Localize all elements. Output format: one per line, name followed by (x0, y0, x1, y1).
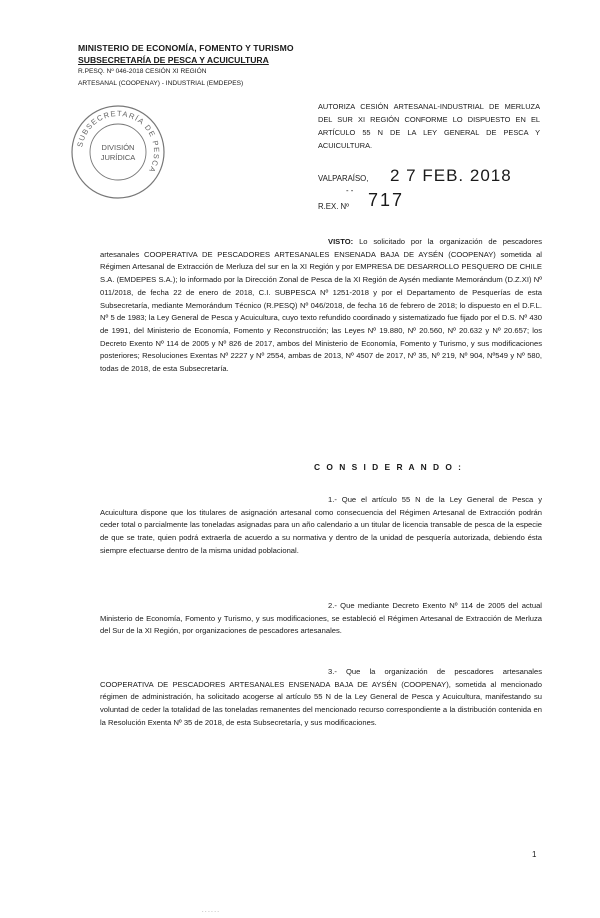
consideration-1: 1.- Que el artículo 55 N de la Ley General de Pesca y Acuicultura dispone que los titulares de asignación artesanal como consecuencia del Régimen Artesanal de Extracción podrán ceder total o parcialmente las toneladas asignadas para un año calendario a un titular de licencia transable de pesca de la especie de que se trate, quien podrá extraerla de acuerdo a su normativa y dentro de la unidad de pesquería autorizada, debiendo ésta siempre efectuarse dentro de la misma unidad poblacional. (100, 495, 542, 555)
visto-paragraph (100, 236, 542, 376)
place-label: VALPARAÍSO, (318, 174, 369, 183)
stamp-center-line-1: DIVISIÓN (101, 143, 135, 152)
ministry-name: MINISTERIO DE ECONOMÍA, FOMENTO Y TURISMO (78, 43, 294, 53)
stamp-ring-text: SUBSECRETARÍA DE PESCA (75, 108, 162, 175)
rex-number: 717 (368, 190, 405, 210)
page-number: 1 (532, 850, 537, 859)
resolution-date-stamp: 2 7 FEB. 2018 (390, 166, 512, 185)
reference-line-1: R.PESQ. Nº 046-2018 CESIÓN XI REGIÓN (78, 68, 207, 75)
visto-text: Lo solicitado por la organización de pescadores artesanales COOPERATIVA DE PESCADORES ARTESANALES ENSENADA BAJA DE AYSÉN (COOPENAY) sometida al Régimen Artesanal de Extracción de Merluza del sur en la XI Región y por EMPRESA DE DESARROLLO PESQUERO DE CHILE S.A. (EMDEPES S.A.); lo informado por la Dirección Zonal de Pesca de la XI Región de Aysén mediante Memorándum (D.Z.XI) Nº 011/2018, de fecha 22 de enero de 2018, C.I. SUBPESCA Nº 1251-2018 y por el Departamento de Pesquerías de esta Subsecretaría, mediante Memorándum Técnico (R.PESQ) Nº 046/2018, de fecha 16 de febrero de 2018; lo dispuesto en el D.F.L. Nº 5 de 1983; la Ley General de Pesca y Acuicultura, cuyo texto refundido coordinado y sistematizado fue fijado por el D.S. Nº 430 de 1991, del Ministerio de Economía, Fomento y Reconstrucción; las Leyes Nº 19.880, Nº 20.560, Nº 20.632 y Nº 20.657; los Decreto Exento Nº 114 de 2005 y Nº 826 de 2017, ambos del Ministerio de Economía, Fomento y Turismo, y sus modificaciones posteriores; Resoluciones Exentas Nº 2227 y Nº 2554, ambas de 2013, Nº 4507 de 2017, Nº 35, Nº 219, Nº 904, Nº549 y Nº 580, todas de 2018, de esta Subsecretaría. (100, 237, 542, 374)
stamp-center-line-2: JURÍDICA (100, 153, 136, 162)
considerando-heading: C O N S I D E R A N D O : (314, 462, 463, 472)
place-dash: - - (346, 186, 354, 195)
reference-line-2: ARTESANAL (COOPENAY) - INDUSTRIAL (EMDEPES) (78, 80, 244, 87)
consideration-3: 3.- Que la organización de pescadores artesanales COOPERATIVA DE PESCADORES ARTESANALES ENSENADA BAJA DE AYSÉN (COOPENAY), sometida al mencionado régimen de administración, ha solicitado acogerse al artículo 55 N de la Ley General de Pesca y Acuicultura, manifestando su voluntad de ceder la totalidad de las toneladas remanentes del mencionado recurso correspondiente a la distribución contenida en la Resolución Exenta Nº 35 de 2018, de esta Subsecretaría, y sus modificaciones. (100, 667, 542, 727)
letterhead (78, 42, 308, 90)
rex-label: R.EX. Nº (318, 202, 350, 211)
footer-mark: · · · · · · (202, 909, 219, 915)
consideration-2: 2.- Que mediante Decreto Exento Nº 114 de 2005 del actual Ministerio de Economía, Fomento y Turismo, y sus modificaciones, se estableció el Régimen Artesanal de Extracción de Merluza del Sur de la XI Región, por organizaciones de pescadores artesanales. (100, 601, 542, 636)
visto-label: VISTO: (328, 237, 354, 246)
subsecretaria-name: SUBSECRETARÍA DE PESCA Y ACUICULTURA (78, 55, 269, 65)
svg-text:SUBSECRETARÍA DE PESCA (75, 109, 161, 175)
division-juridica-stamp (66, 100, 170, 204)
resolution-subject: AUTORIZA CESIÓN ARTESANAL-INDUSTRIAL DE MERLUZA DEL SUR XI REGIÓN CONFORME LO DISPUESTO EN EL ARTÍCULO 55 N DE LA LEY GENERAL DE PESCA Y ACUICULTURA. (318, 102, 540, 150)
